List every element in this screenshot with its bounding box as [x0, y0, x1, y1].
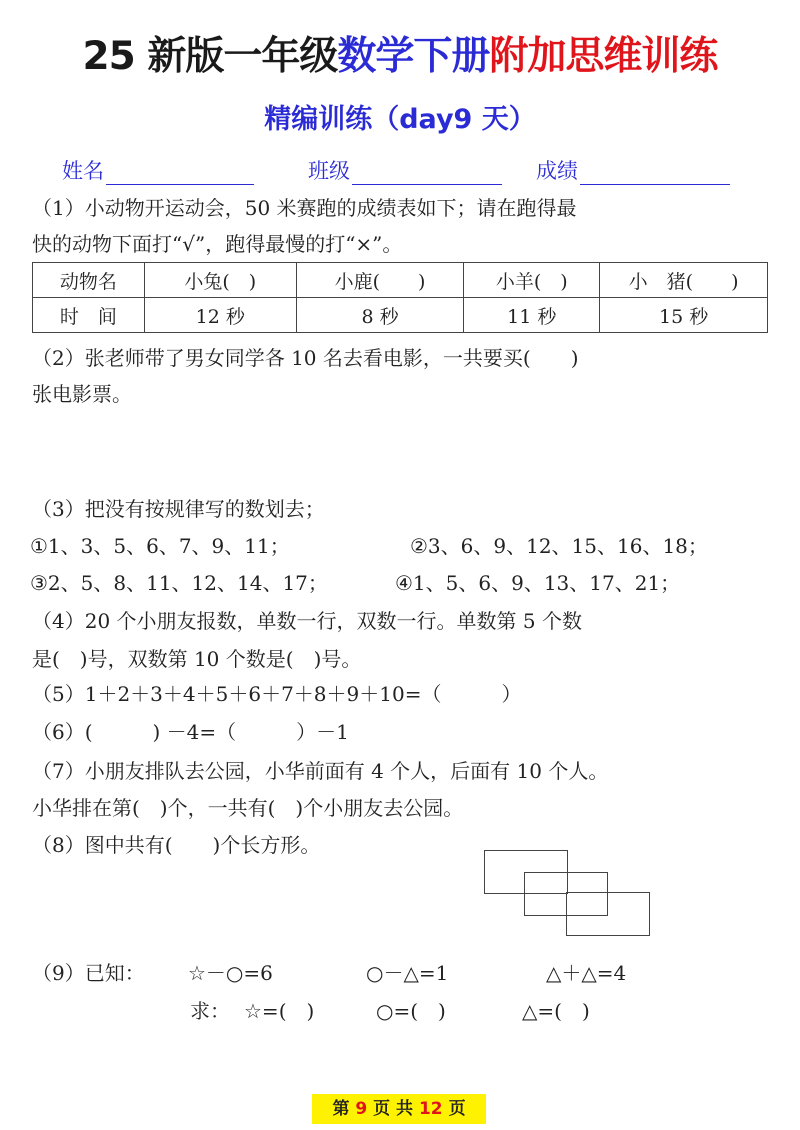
question-1-line-2: 快的动物下面打“√”，跑得最慢的打“×”。 [32, 232, 403, 256]
table-row [33, 298, 768, 333]
table-cell: 时 间 [33, 298, 145, 333]
question-6: （6）( ) －4=（ ）－1 [32, 720, 349, 744]
question-9-given-1: ☆－○=6 [188, 961, 273, 985]
question-9-answer-2[interactable]: ○=( ) [376, 999, 446, 1023]
student-info [62, 155, 762, 187]
current-page: 9 [355, 1099, 368, 1119]
table-cell: 12 秒 [144, 298, 296, 333]
class-blank[interactable] [352, 164, 502, 185]
page-number-badge [312, 1094, 486, 1124]
page-suffix: 页 [448, 1099, 466, 1119]
worksheet-title [0, 34, 800, 81]
question-9-given-3: △＋△=4 [546, 961, 627, 985]
score-blank[interactable] [580, 164, 730, 185]
question-2-line-1: （2）张老师带了男女同学各 10 名去看电影，一共要买( ) [32, 346, 579, 370]
class-field[interactable] [308, 155, 502, 185]
total-pages: 12 [418, 1099, 443, 1119]
question-7-line-2: 小华排在第( )个，一共有( )个小朋友去公园。 [32, 796, 464, 820]
question-9-given-2: ○－△=1 [366, 961, 449, 985]
question-4-line-2: 是( )号，双数第 10 个数是( )号。 [32, 647, 362, 671]
question-9-answer-1[interactable]: ☆=( ) [244, 999, 315, 1023]
score-field[interactable] [536, 155, 730, 185]
title-part-grade: 25 新版一年级 [82, 34, 338, 79]
table-cell: 15 秒 [600, 298, 768, 333]
rectangle-shape [566, 892, 650, 936]
page-middle: 页 共 [373, 1099, 414, 1119]
question-3-sequence-b[interactable]: ②3、6、9、12、15、16、18； [410, 534, 708, 558]
question-9-answer-3[interactable]: △=( ) [522, 999, 590, 1023]
question-5: （5）1＋2＋3＋4＋5＋6＋7＋8＋9＋10=（ ） [32, 682, 522, 706]
table-cell: 8 秒 [296, 298, 464, 333]
rectangles-figure [480, 844, 660, 934]
question-9-ask-label: 求： [190, 999, 230, 1023]
table-header-row [33, 263, 768, 298]
table-cell[interactable]: 小 猪( ) [600, 263, 768, 298]
table-cell[interactable]: 小兔( ) [144, 263, 296, 298]
class-label: 班级 [308, 159, 350, 183]
question-7-line-1: （7）小朋友排队去公园，小华前面有 4 个人，后面有 10 个人。 [32, 759, 609, 783]
title-part-subject: 数学下册 [337, 34, 490, 79]
question-3-sequence-d[interactable]: ④1、5、6、9、13、17、21； [395, 571, 681, 595]
name-label: 姓名 [62, 159, 104, 183]
race-results-table [32, 262, 768, 333]
page-prefix: 第 [332, 1099, 350, 1119]
table-cell[interactable]: 小鹿( ) [296, 263, 464, 298]
question-3-sequence-a[interactable]: ①1、3、5、6、7、9、11； [30, 534, 290, 558]
question-1-line-1: （1）小动物开运动会，50 米赛跑的成绩表如下；请在跑得最 [32, 196, 577, 220]
table-cell: 11 秒 [464, 298, 600, 333]
name-blank[interactable] [106, 164, 254, 185]
question-3-sequence-c[interactable]: ③2、5、8、11、12、14、17； [30, 571, 328, 595]
question-4-line-1: （4）20 个小朋友报数，单数一行，双数一行。单数第 5 个数 [32, 609, 582, 633]
name-field[interactable] [62, 155, 254, 185]
table-cell: 动物名 [33, 263, 145, 298]
question-8: （8）图中共有( )个长方形。 [32, 833, 321, 857]
question-9-given-label: （9）已知： [32, 961, 145, 985]
score-label: 成绩 [536, 159, 578, 183]
question-2-line-2: 张电影票。 [32, 382, 132, 406]
worksheet-subtitle: 精编训练（day9 天） [264, 104, 536, 135]
question-3-title: （3）把没有按规律写的数划去； [32, 497, 325, 521]
table-cell[interactable]: 小羊( ) [464, 263, 600, 298]
title-part-training: 附加思维训练 [489, 34, 718, 79]
